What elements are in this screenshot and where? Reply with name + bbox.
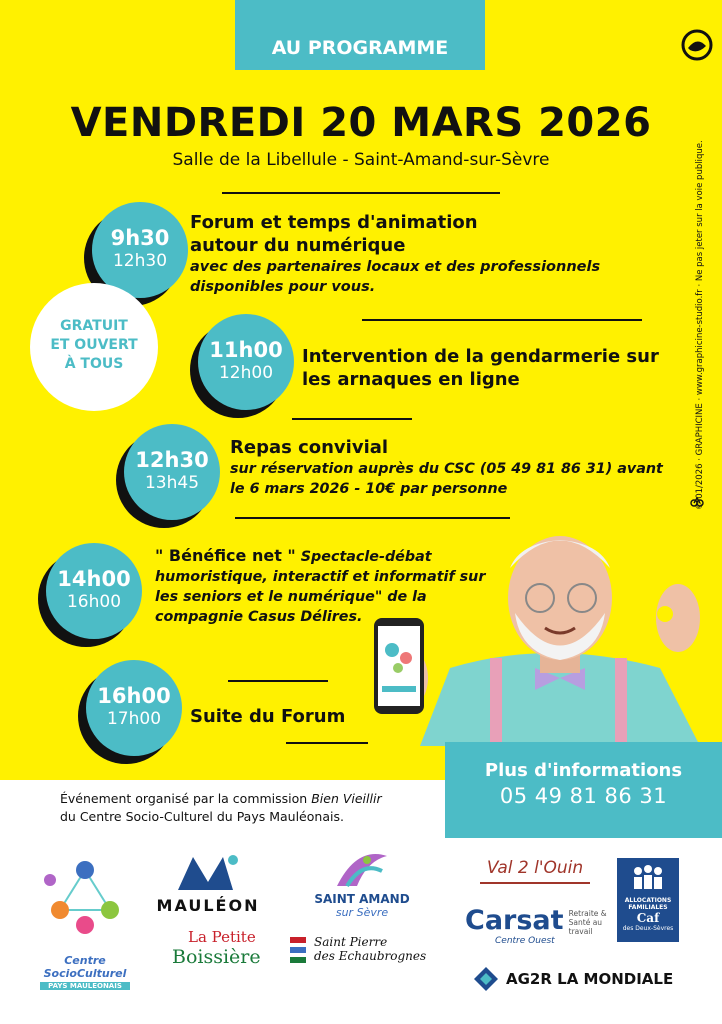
start-time: 16h00 xyxy=(97,684,171,708)
logo-caf xyxy=(617,858,679,942)
start-time: 12h30 xyxy=(135,448,209,472)
end-time: 12h30 xyxy=(112,251,168,271)
logo-carsat xyxy=(465,905,615,946)
program-tag: AU PROGRAMME xyxy=(235,0,485,70)
divider xyxy=(286,742,368,744)
event-date-title: VENDREDI 20 MARS 2026 xyxy=(70,100,652,146)
organizer-commission: Bien Vieillir xyxy=(311,791,382,806)
end-time: 12h00 xyxy=(218,363,274,383)
schedule-item xyxy=(190,211,660,297)
logo-ag2r xyxy=(472,965,692,993)
free-line-3: À TOUS xyxy=(64,356,124,372)
item-description: sur réservation auprès du CSC (05 49 81 86 31) avant le 6 mars 2026 - 10€ par personne xyxy=(230,461,663,497)
logo-saint-amand xyxy=(292,846,432,919)
logo-ag2r-text: AG2R LA MONDIALE xyxy=(506,970,674,988)
logo-carsat-sub: Centre Ouest xyxy=(495,936,555,946)
caf-family-icon xyxy=(628,863,668,893)
logo-caf-line1: ALLOCATIONS FAMILIALES xyxy=(624,897,672,911)
val-underline xyxy=(480,882,590,884)
logo-csc-sub: PAYS MAULEONAIS xyxy=(40,982,130,990)
logo-la-petite-boissiere xyxy=(158,928,278,968)
info-box xyxy=(445,742,722,838)
divider xyxy=(292,418,412,420)
time-bubble xyxy=(86,660,182,756)
start-time: 14h00 xyxy=(57,567,131,591)
logo-caf-line3: des Deux-Sèvres xyxy=(622,925,674,932)
info-phone: 05 49 81 86 31 xyxy=(499,784,668,808)
start-time: 11h00 xyxy=(209,338,283,362)
info-label: Plus d'informations xyxy=(484,760,683,781)
logo-mauleon xyxy=(152,852,264,915)
time-bubble xyxy=(46,543,142,639)
logo-saint-pierre xyxy=(290,935,450,967)
senior-man-photo xyxy=(360,518,722,746)
divider xyxy=(228,680,328,682)
logo-carsat-side: Retraite & Santé au travail xyxy=(568,909,607,936)
graphicine-logo-icon xyxy=(680,28,714,62)
free-line-2: ET OUVERT xyxy=(50,337,138,353)
organizer-part-2: du Centre Socio-Culturel du Pays Mauléonais. xyxy=(60,809,344,824)
logo-csc-text: Centre SocioCulturel xyxy=(43,954,127,980)
logo-caf-line2: Caf xyxy=(636,911,660,925)
logo-saint-pierre-text-1: Saint Pierre xyxy=(314,935,388,949)
end-time: 16h00 xyxy=(66,592,122,612)
logo-centre-socioculturel xyxy=(30,850,140,990)
item-title: Suite du Forum xyxy=(190,706,346,727)
bike-icon xyxy=(690,494,704,508)
logo-saint-pierre-text-2: des Echaubrognes xyxy=(314,949,427,963)
saint-amand-icon xyxy=(327,846,397,888)
free-badge xyxy=(30,283,158,411)
organizer-text xyxy=(60,790,382,826)
item-title: Repas convivial xyxy=(230,437,389,458)
logo-lpb-top: La Petite xyxy=(188,928,256,946)
schedule-item xyxy=(302,345,662,391)
logo-carsat-text: Carsat xyxy=(465,905,564,936)
logo-val-2-louin xyxy=(480,858,590,884)
time-bubble xyxy=(198,314,294,410)
logo-saint-amand-text: SAINT AMAND xyxy=(314,892,410,906)
logo-saint-amand-sub: sur Sèvre xyxy=(335,906,389,919)
mauleon-icon xyxy=(173,852,243,892)
logo-val-text: Val 2 l'Ouin xyxy=(486,858,584,878)
divider xyxy=(222,192,500,194)
centre-socioculturel-icon xyxy=(30,850,140,950)
saint-pierre-icon xyxy=(290,935,308,967)
logo-lpb-bottom: Boissière xyxy=(172,946,261,968)
start-time: 9h30 xyxy=(110,226,170,250)
item-description-lead: Spectacle-débat humoristique, interactif et informatif sur les seniors et le numérique" de la compagnie Casus Délires. xyxy=(155,549,486,625)
item-title: Intervention de la gendarmerie sur les arnaques en ligne xyxy=(302,346,659,390)
side-credit: © 01/2026 · GRAPHICINE · www.graphicine-studio.fr · Ne pas jeter sur la voie publique. xyxy=(695,140,705,510)
event-venue: Salle de la Libellule - Saint-Amand-sur-Sèvre xyxy=(172,150,550,170)
divider xyxy=(362,319,642,321)
time-bubble xyxy=(124,424,220,520)
item-title: " Bénéfice net " xyxy=(155,546,296,565)
end-time: 13h45 xyxy=(144,473,200,493)
item-description: avec des partenaires locaux et des professionnels disponibles pour vous. xyxy=(190,259,601,295)
logo-mauleon-text: MAULÉON xyxy=(156,896,260,915)
schedule-item xyxy=(230,436,670,499)
free-line-1: GRATUIT xyxy=(60,318,128,334)
organizer-part-1: Événement organisé par la commission xyxy=(60,791,312,806)
ag2r-icon xyxy=(472,965,500,993)
item-title: Forum et temps d'animation autour du numérique xyxy=(190,212,478,256)
end-time: 17h00 xyxy=(106,709,162,729)
